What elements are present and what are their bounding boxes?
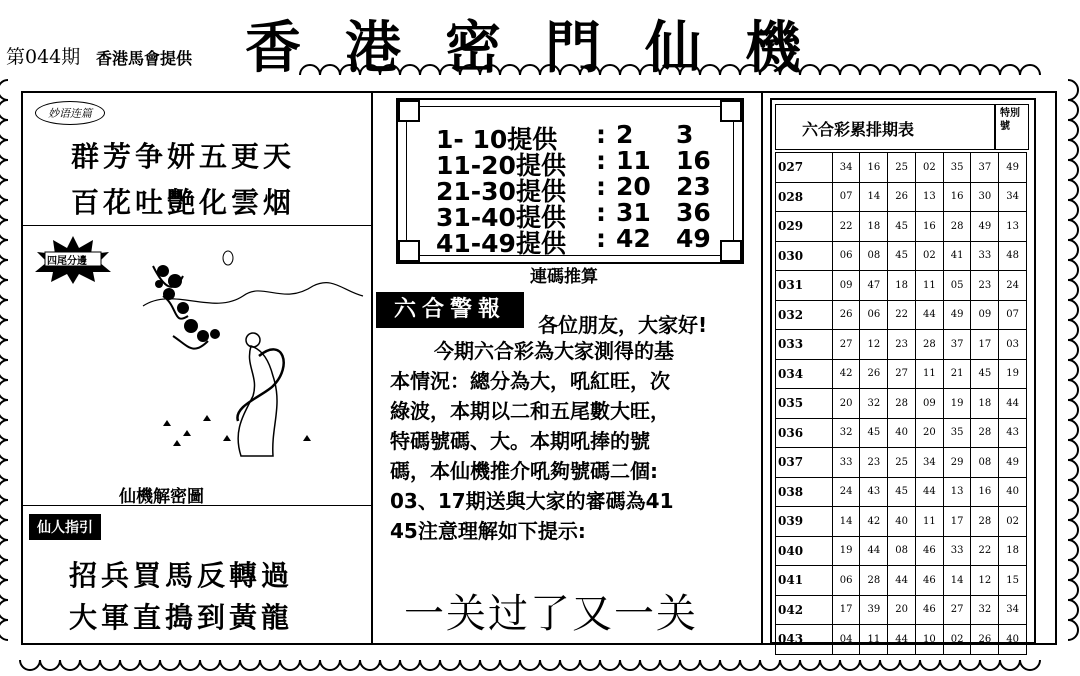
figure-robe	[238, 346, 277, 456]
history-special-number: 03	[999, 330, 1027, 360]
provide-num-b: 49	[676, 224, 711, 253]
history-row	[776, 212, 1027, 242]
history-number: 44	[888, 625, 916, 655]
history-special-number: 48	[999, 241, 1027, 271]
alert-greeting: 各位朋友，大家好!	[538, 313, 708, 337]
history-issue: 038	[776, 477, 833, 507]
provide-num-b: 23	[676, 172, 711, 201]
provide-num-a: 31	[616, 198, 651, 227]
history-number: 37	[971, 153, 999, 183]
history-number: 45	[888, 241, 916, 271]
history-special-number: 18	[999, 536, 1027, 566]
provide-num-a: 20	[616, 172, 651, 201]
history-number: 28	[888, 389, 916, 419]
history-number: 35	[943, 153, 971, 183]
slogan: 一关过了又一关	[404, 591, 698, 637]
alert-line: 特碼號碼、大。本期吼捧的號	[390, 429, 650, 453]
history-number: 18	[888, 271, 916, 301]
history-issue: 028	[776, 182, 833, 212]
history-number: 11	[915, 271, 943, 301]
history-number: 17	[971, 330, 999, 360]
history-number: 22	[832, 212, 860, 242]
history-number: 25	[888, 153, 916, 183]
history-number: 12	[860, 330, 888, 360]
provide-range: 11-20提供	[436, 151, 566, 180]
history-number: 33	[832, 448, 860, 478]
history-number: 02	[915, 153, 943, 183]
history-number: 34	[915, 448, 943, 478]
history-row	[776, 271, 1027, 301]
provide-row: 11-20提供 : 11 16	[436, 146, 711, 180]
provider-label: 香港馬會提供	[96, 49, 193, 68]
history-number: 44	[860, 536, 888, 566]
history-issue: 031	[776, 271, 833, 301]
history-number: 25	[888, 448, 916, 478]
history-row	[776, 153, 1027, 183]
history-issue: 040	[776, 536, 833, 566]
provide-range: 31-40提供	[436, 203, 566, 232]
poem-panel	[22, 92, 373, 226]
history-number: 27	[888, 359, 916, 389]
history-row	[776, 300, 1027, 330]
history-number: 26	[832, 300, 860, 330]
history-special-number: 07	[999, 300, 1027, 330]
history-number: 16	[860, 153, 888, 183]
history-number: 02	[915, 241, 943, 271]
history-number: 14	[943, 566, 971, 596]
history-number: 23	[888, 330, 916, 360]
history-number: 16	[971, 477, 999, 507]
history-special-number: 24	[999, 271, 1027, 301]
corner-ornament	[398, 100, 420, 122]
history-issue: 029	[776, 212, 833, 242]
alert-line: 45注意理解如下提示:	[390, 519, 586, 543]
history-number: 24	[832, 477, 860, 507]
history-row	[776, 182, 1027, 212]
picture-caption: 仙機解密圖	[119, 487, 204, 507]
history-number: 44	[915, 477, 943, 507]
provide-row: 41-49提供 : 42 49	[436, 224, 711, 258]
history-number: 35	[943, 418, 971, 448]
history-number: 26	[888, 182, 916, 212]
alert-line: 綠波，本期以二和五尾數大旺，	[390, 399, 670, 423]
history-number: 42	[860, 507, 888, 537]
history-number: 07	[832, 182, 860, 212]
history-number: 16	[943, 182, 971, 212]
history-title: 六合彩累排期表	[802, 120, 915, 139]
alert-label: 六合警報	[376, 292, 524, 328]
history-number: 22	[888, 300, 916, 330]
history-number: 49	[943, 300, 971, 330]
history-number: 45	[888, 212, 916, 242]
history-number: 17	[832, 595, 860, 625]
history-number: 40	[888, 507, 916, 537]
history-number: 08	[888, 536, 916, 566]
history-issue: 043	[776, 625, 833, 655]
history-number: 09	[971, 300, 999, 330]
history-special-number: 13	[999, 212, 1027, 242]
history-number: 02	[943, 625, 971, 655]
guide-line-1: 招兵買馬反轉過	[69, 559, 294, 592]
provide-range: 1- 10提供	[436, 125, 558, 154]
history-row	[776, 536, 1027, 566]
issue-number: 第044期	[6, 46, 81, 68]
history-number: 43	[860, 477, 888, 507]
history-number: 23	[860, 448, 888, 478]
history-number: 28	[860, 566, 888, 596]
history-row	[776, 241, 1027, 271]
provide-row: 1- 10提供 : 2 3	[436, 120, 694, 154]
scallop-bottom-edge	[20, 660, 1040, 670]
history-number: 45	[888, 477, 916, 507]
history-number: 46	[915, 536, 943, 566]
history-issue: 042	[776, 595, 833, 625]
history-number: 30	[971, 182, 999, 212]
corner-ornament	[720, 100, 742, 122]
history-number: 41	[943, 241, 971, 271]
history-number: 09	[915, 389, 943, 419]
history-row	[776, 595, 1027, 625]
history-number: 20	[832, 389, 860, 419]
history-number: 32	[832, 418, 860, 448]
guide-label: 仙人指引	[29, 514, 101, 540]
provide-range: 21-30提供	[436, 177, 566, 206]
history-number: 14	[832, 507, 860, 537]
history-number: 33	[971, 241, 999, 271]
corner-ornament	[398, 240, 420, 262]
guide-line-2: 大軍直搗到黃龍	[69, 601, 294, 634]
history-number: 08	[971, 448, 999, 478]
history-number: 16	[915, 212, 943, 242]
provide-num-b: 16	[676, 146, 711, 175]
history-number: 18	[971, 389, 999, 419]
history-number: 20	[888, 595, 916, 625]
history-issue: 027	[776, 153, 833, 183]
history-number: 47	[860, 271, 888, 301]
alert-line: 03、17期送與大家的審碼為41	[390, 489, 674, 513]
history-special-number: 49	[999, 153, 1027, 183]
provide-num-b: 3	[676, 120, 694, 149]
history-number: 28	[971, 418, 999, 448]
alert-line: 碼，本仙機推介吼夠號碼二個:	[390, 459, 658, 483]
provide-rows	[436, 120, 711, 258]
header-divider	[994, 105, 996, 149]
history-row	[776, 477, 1027, 507]
history-number: 13	[943, 477, 971, 507]
scallop-right-edge	[1068, 80, 1078, 640]
history-number: 04	[832, 625, 860, 655]
history-number: 32	[971, 595, 999, 625]
history-number: 13	[915, 182, 943, 212]
history-special-number: 15	[999, 566, 1027, 596]
scallop-top-edge	[300, 65, 1040, 75]
poem-line-1: 群芳争妍五更天	[71, 140, 296, 173]
alert-body	[390, 336, 756, 546]
history-number: 11	[915, 507, 943, 537]
history-special-number: 49	[999, 448, 1027, 478]
history-number: 28	[915, 330, 943, 360]
history-issue: 035	[776, 389, 833, 419]
history-number: 18	[860, 212, 888, 242]
history-number: 09	[832, 271, 860, 301]
history-row	[776, 507, 1027, 537]
history-number: 27	[832, 330, 860, 360]
alert-line: 今期六合彩為大家測得的基	[434, 339, 674, 363]
scallop-left-edge	[0, 80, 8, 640]
history-number: 34	[832, 153, 860, 183]
history-row	[776, 418, 1027, 448]
badge-label: 四尾分邊	[47, 256, 87, 267]
history-row	[776, 625, 1027, 655]
provide-num-b: 36	[676, 198, 711, 227]
history-special-number: 44	[999, 389, 1027, 419]
picture-panel	[22, 225, 373, 506]
provide-box	[396, 98, 744, 264]
history-number: 19	[832, 536, 860, 566]
history-issue: 032	[776, 300, 833, 330]
history-row	[776, 566, 1027, 596]
provide-caption: 連碼推算	[530, 267, 598, 287]
history-number: 12	[971, 566, 999, 596]
history-number: 05	[943, 271, 971, 301]
history-number: 42	[832, 359, 860, 389]
history-number: 28	[971, 507, 999, 537]
history-number: 32	[860, 389, 888, 419]
provide-num-a: 11	[616, 146, 651, 175]
history-number: 10	[915, 625, 943, 655]
history-issue: 037	[776, 448, 833, 478]
history-special-number: 34	[999, 182, 1027, 212]
history-issue: 041	[776, 566, 833, 596]
history-row	[776, 448, 1027, 478]
history-number: 11	[915, 359, 943, 389]
history-number: 17	[943, 507, 971, 537]
history-row	[776, 359, 1027, 389]
history-number: 08	[860, 241, 888, 271]
history-issue: 033	[776, 330, 833, 360]
history-special-number: 34	[999, 595, 1027, 625]
history-number: 23	[971, 271, 999, 301]
history-number: 44	[888, 566, 916, 596]
poem-tag: 妙语连篇	[35, 101, 105, 125]
history-number: 28	[943, 212, 971, 242]
history-number: 26	[971, 625, 999, 655]
history-special-number: 02	[999, 507, 1027, 537]
history-number: 20	[915, 418, 943, 448]
history-issue: 039	[776, 507, 833, 537]
history-number: 45	[971, 359, 999, 389]
history-row	[776, 389, 1027, 419]
provide-row: 31-40提供 : 31 36	[436, 198, 711, 232]
provide-num-a: 2	[616, 120, 634, 149]
alert-line: 本情況：總分為大，吼紅旺，次	[390, 369, 670, 393]
history-number: 22	[971, 536, 999, 566]
history-special-number: 40	[999, 625, 1027, 655]
history-table	[775, 152, 1027, 655]
history-number: 40	[888, 418, 916, 448]
page-title: 香港密門仙機	[245, 16, 845, 81]
history-number: 44	[915, 300, 943, 330]
history-row	[776, 330, 1027, 360]
history-number: 06	[832, 566, 860, 596]
guide-panel	[22, 505, 373, 644]
history-side-label: 特別號	[1000, 108, 1020, 132]
figure-head	[246, 333, 260, 347]
immortal-illustration	[133, 246, 373, 476]
provide-num-a: 42	[616, 224, 651, 253]
history-number: 46	[915, 595, 943, 625]
history-issue: 030	[776, 241, 833, 271]
corner-ornament	[720, 240, 742, 262]
history-number: 45	[860, 418, 888, 448]
history-special-number: 43	[999, 418, 1027, 448]
history-number: 27	[943, 595, 971, 625]
history-special-number: 40	[999, 477, 1027, 507]
history-number: 39	[860, 595, 888, 625]
history-number: 46	[915, 566, 943, 596]
history-number: 37	[943, 330, 971, 360]
history-issue: 036	[776, 418, 833, 448]
history-number: 06	[860, 300, 888, 330]
provide-row: 21-30提供 : 20 23	[436, 172, 711, 206]
poem-line-2: 百花吐艷化雲烟	[71, 186, 296, 219]
history-number: 49	[971, 212, 999, 242]
history-header	[775, 104, 1029, 150]
provide-range: 41-49提供	[436, 229, 566, 258]
history-special-number: 19	[999, 359, 1027, 389]
history-number: 11	[860, 625, 888, 655]
history-number: 29	[943, 448, 971, 478]
history-number: 06	[832, 241, 860, 271]
history-number: 14	[860, 182, 888, 212]
history-number: 19	[943, 389, 971, 419]
history-issue: 034	[776, 359, 833, 389]
history-number: 33	[943, 536, 971, 566]
moon-icon	[223, 251, 233, 265]
history-number: 26	[860, 359, 888, 389]
history-number: 21	[943, 359, 971, 389]
